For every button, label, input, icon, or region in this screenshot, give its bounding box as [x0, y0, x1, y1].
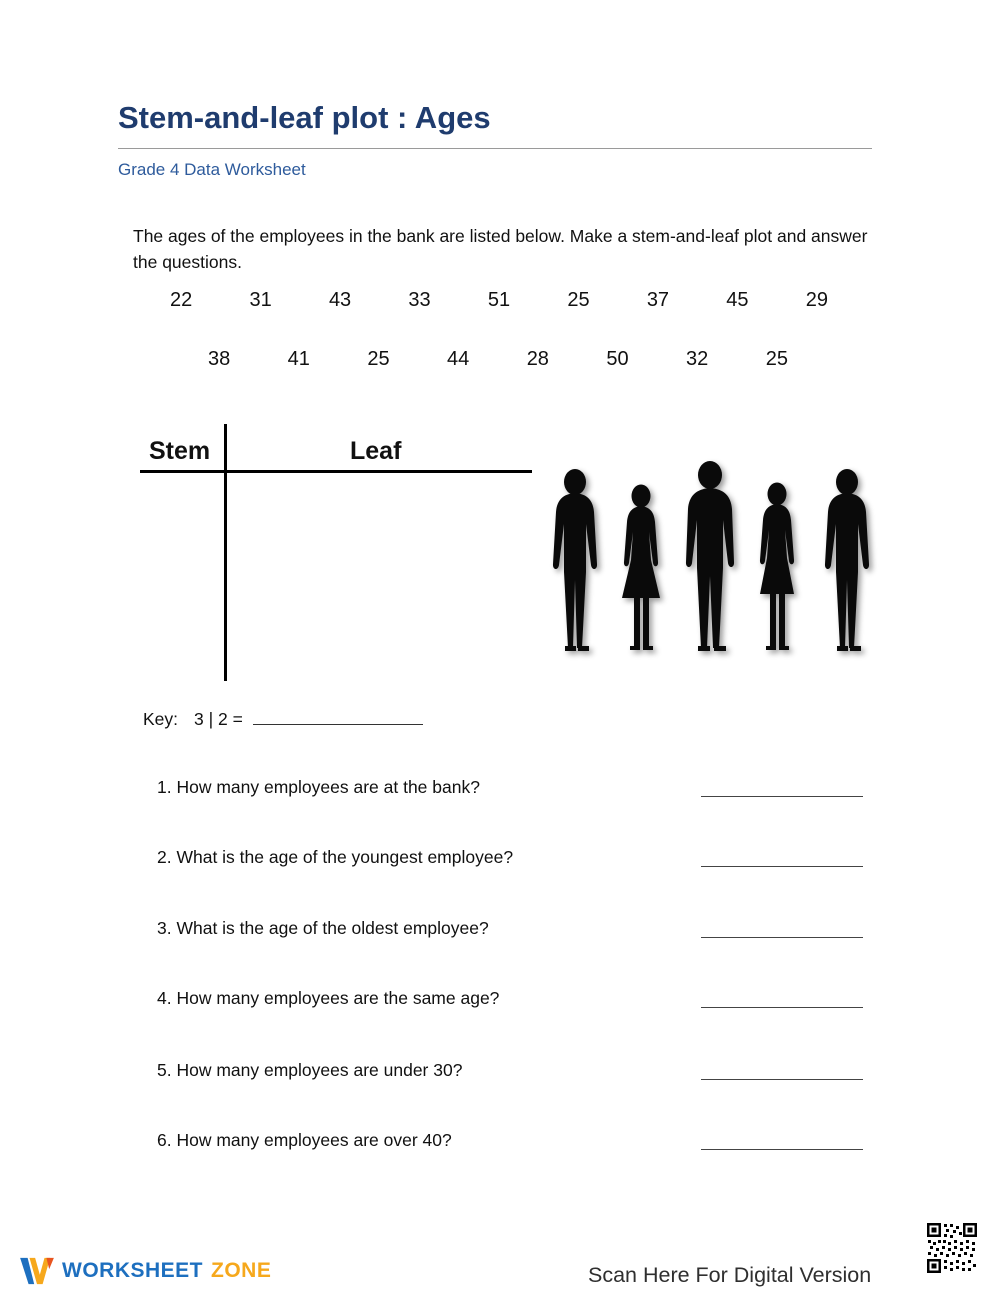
answer-blank-3 — [701, 917, 863, 938]
age-value: 29 — [805, 289, 828, 311]
instructions-text: The ages of the employees in the bank are listed below. Make a stem-and-leaf plot and answer the questions. — [133, 225, 868, 272]
worksheetzone-logo — [18, 1256, 271, 1286]
business-people-silhouettes-image — [543, 458, 883, 658]
logo-word-zone: ZONE — [211, 1259, 272, 1282]
age-value: 31 — [249, 289, 272, 311]
stem-leaf-horizontal-line — [140, 470, 532, 473]
qr-code — [926, 1222, 978, 1274]
stem-column-header: Stem — [149, 437, 211, 465]
age-value: 44 — [447, 348, 470, 370]
answer-blank-4 — [701, 987, 863, 1008]
age-value: 38 — [208, 348, 231, 370]
age-value: 32 — [686, 348, 709, 370]
age-value: 33 — [408, 289, 431, 311]
worksheetzone-logo-icon — [18, 1256, 56, 1286]
age-value: 28 — [526, 348, 549, 370]
leaf-column-header: Leaf — [350, 437, 402, 465]
question-1: 1. How many employees are at the bank? — [157, 777, 480, 797]
age-value: 25 — [367, 348, 390, 370]
question-6: 6. How many employees are over 40? — [157, 1130, 452, 1150]
answer-blank-5 — [701, 1059, 863, 1080]
question-3: 3. What is the age of the oldest employee? — [157, 918, 489, 938]
age-value: 51 — [487, 289, 511, 311]
answer-blank-2 — [701, 846, 863, 867]
age-value: 41 — [287, 348, 310, 370]
question-5: 5. How many employees are under 30? — [157, 1060, 463, 1080]
age-value: 43 — [328, 289, 352, 311]
age-value: 25 — [567, 289, 590, 311]
scan-here-text: Scan Here For Digital Version — [588, 1263, 872, 1287]
key-answer-blank — [253, 708, 423, 725]
age-value: 50 — [606, 348, 629, 370]
answer-blank-1 — [701, 776, 863, 797]
ages-row-1 — [170, 289, 828, 312]
age-value: 37 — [646, 289, 670, 311]
key-label: Key: — [143, 709, 179, 729]
question-4: 4. How many employees are the same age? — [157, 988, 500, 1008]
age-value: 22 — [170, 289, 193, 311]
question-2: 2. What is the age of the youngest employee? — [157, 847, 514, 867]
page-title: Stem-and-leaf plot : Ages — [118, 100, 491, 135]
ages-row-2 — [208, 348, 788, 371]
logo-word-worksheet: WORKSHEET — [62, 1259, 203, 1282]
stem-leaf-vertical-line — [224, 424, 227, 681]
key-expression: 3 | 2 = — [194, 709, 243, 729]
worksheet-subtitle: Grade 4 Data Worksheet — [118, 160, 306, 179]
answer-blank-6 — [701, 1129, 863, 1150]
key-row — [143, 708, 423, 730]
title-divider — [118, 148, 872, 149]
age-value: 45 — [726, 289, 749, 311]
age-value: 25 — [765, 348, 788, 370]
